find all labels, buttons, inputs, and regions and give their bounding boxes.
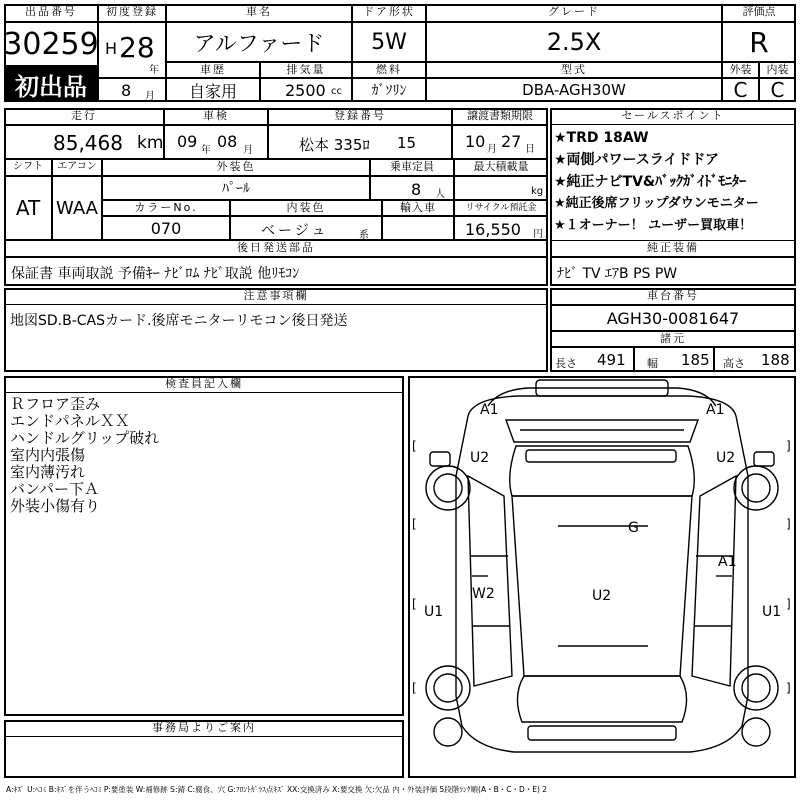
reg-area: 松本 335ﾛ: [299, 136, 370, 154]
capacity-label: 乗車定員: [370, 159, 454, 176]
exterior-grade: C: [722, 78, 759, 102]
color: ﾊﾟｰﾙ: [102, 176, 370, 200]
int-color: ベージュ: [261, 223, 329, 239]
sales-point-item: ★両側パワースライドドア: [554, 152, 720, 168]
wheel-rear-left: [426, 666, 470, 710]
fuel-label: 燃料: [352, 62, 426, 78]
int-color-cell: [230, 216, 382, 240]
rear-bumper: [528, 726, 676, 740]
inspection-cell: [164, 125, 268, 159]
later-parts-text: 保証書 車両取説 予備ｷｰ ﾅﾋﾞﾛﾑ ﾅﾋﾞ取説 他ﾘﾓｺﾝ: [11, 266, 300, 282]
score: R: [722, 22, 796, 62]
reg-cell: [268, 125, 452, 159]
grade-label: グレード: [426, 4, 722, 22]
wiper: [526, 450, 676, 462]
dims-width-cell: [634, 347, 714, 372]
exterior-grade-label: 外装: [722, 62, 759, 78]
bracket-right: ]: [786, 597, 791, 611]
model: DBA-AGH30W: [426, 78, 722, 102]
history-label: 車歴: [166, 62, 260, 78]
right-windows: [692, 476, 736, 686]
car-name: アルファード: [166, 22, 352, 62]
length-label: 長さ: [555, 357, 577, 370]
wheel-bottom-left: [434, 718, 462, 746]
transfer-label: 譲渡書類期限: [452, 108, 548, 125]
transfer-month: 10: [465, 132, 486, 151]
mark-rear-right: U1: [762, 604, 782, 620]
bracket-left: [: [412, 439, 417, 453]
height-label: 高さ: [723, 357, 745, 370]
wheel-front-left: [426, 466, 470, 510]
equipment-text: ﾅﾋﾞ TV ｴｱB PS PW: [557, 266, 678, 282]
dims-height-cell: [714, 347, 796, 372]
width-label: 幅: [647, 357, 658, 370]
bracket-right: ]: [786, 439, 791, 453]
transfer-month-unit: 月: [487, 144, 497, 155]
windshield: [510, 446, 695, 496]
mileage-unit: km: [137, 133, 164, 153]
fuel: ｶﾞｿﾘﾝ: [352, 78, 426, 102]
car-name-label: 車名: [166, 4, 352, 22]
equipment-title: 純正装備: [550, 240, 796, 257]
dims-title: 諸元: [550, 331, 796, 347]
inspector-line: 室内薄汚れ: [10, 463, 86, 481]
inspection-year-unit: 年: [201, 145, 211, 156]
mark-side-right: A1: [718, 554, 737, 570]
first-reg-year: 28: [119, 31, 155, 64]
recycle-cell: [454, 216, 548, 240]
load-label: 最大積載量: [454, 159, 548, 176]
dims-length-cell: [550, 347, 634, 372]
reg-number: 15: [397, 134, 417, 152]
capacity: 8: [411, 180, 422, 199]
mark-roof-glass: G: [628, 520, 639, 536]
notes-title: 注意事項欄: [4, 288, 548, 305]
interior-grade: C: [759, 78, 796, 102]
year-unit: 年: [149, 65, 159, 76]
door-type: 5W: [352, 22, 426, 62]
displacement-label: 排気量: [260, 62, 352, 78]
legend: A:ｷｽﾞ U:ﾍｺﾐ B:ｷｽﾞを伴うﾍｺﾐ P:要塗装 W:補修跡 S:錆 C:腐食、穴 G:ﾌﾛﾝﾄｶﾞﾗｽ点ｷｽﾞ XX:交換済み X:要交換 欠:欠品 内・外装評価 5段階ﾗﾝｸ順(A・B・C・D・E) 2: [6, 785, 548, 794]
inspector-line: 室内内張傷: [10, 446, 86, 464]
bracket-left: [: [412, 681, 417, 695]
mirror-left: [430, 452, 450, 466]
inspector-title: 検査員記入欄: [4, 376, 404, 393]
wheel-front-right: [734, 466, 778, 510]
mileage-label: 走行: [4, 108, 164, 125]
import-label: 輸入車: [382, 200, 454, 216]
inspector-line: 外装小傷有り: [10, 497, 101, 515]
import-cell: [382, 216, 454, 240]
office-title: 事務局よりご案内: [4, 720, 404, 737]
bracket-left: [: [412, 517, 417, 531]
displacement-unit: cc: [331, 86, 342, 97]
width: 185: [681, 351, 710, 369]
chassis-title: 車台番号: [550, 288, 796, 305]
sales-point-item: ★純正後席フリップダウンモニター: [554, 196, 759, 211]
inspection-month: 08: [217, 132, 238, 151]
first-reg-month: 8: [121, 81, 132, 100]
sales-points-list: [554, 127, 794, 239]
inspection-label: 車検: [164, 108, 268, 125]
equipment-cell: [550, 257, 796, 286]
lot-label: 出品番号: [4, 4, 98, 22]
later-parts-title: 後日発送部品: [4, 240, 548, 257]
mirror-right: [754, 452, 774, 466]
mark-front-left: A1: [480, 402, 499, 418]
first-reg-year-cell: [98, 22, 166, 78]
mark-door-left: U2: [470, 450, 490, 466]
inspector-line: エンドパネルＸＸ: [10, 412, 130, 430]
grade: 2.5X: [426, 22, 722, 62]
mark-rear-door: W2: [472, 586, 495, 602]
bracket-right: ]: [786, 517, 791, 531]
inspector-line: ハンドルグリップ破れ: [10, 429, 160, 447]
car-diagram: [408, 376, 796, 778]
history: 自家用: [166, 78, 260, 102]
model-label: 型式: [426, 62, 722, 78]
notes-text: 地図SD.B-CASカード.後席モニターリモコン後日発送: [10, 313, 348, 329]
load-unit: kg: [531, 186, 544, 197]
ac: WAA: [52, 176, 102, 240]
bracket-left: [: [412, 597, 417, 611]
first-reg-label: 初度登録: [98, 4, 166, 22]
length: 491: [597, 351, 626, 369]
left-windows: [468, 476, 512, 686]
int-color-label: 内装色: [230, 200, 382, 216]
era: H: [105, 39, 118, 58]
interior-grade-label: 内装: [759, 62, 796, 78]
displacement: 2500: [285, 81, 326, 100]
reg-label: 登録番号: [268, 108, 452, 125]
first-listing-badge: 初出品: [4, 66, 98, 102]
transfer-day: 27: [501, 132, 522, 151]
capacity-unit: 人: [435, 189, 445, 200]
wheel-rear-right: [734, 666, 778, 710]
shift-label: シフト: [4, 159, 52, 176]
mark-rear-left: U1: [424, 604, 444, 620]
score-label: 評価点: [722, 4, 796, 22]
transfer-day-unit: 日: [525, 144, 535, 155]
height: 188: [761, 351, 790, 369]
color-no: 070: [102, 216, 230, 240]
rear-glass: [517, 676, 686, 722]
inspection-month-unit: 月: [243, 145, 253, 156]
front-bumper: [488, 388, 716, 406]
bracket-right: ]: [786, 681, 791, 695]
capacity-cell: [370, 176, 454, 200]
mark-door-right: U2: [716, 450, 736, 466]
mileage: 85,468: [53, 131, 123, 155]
lot-number: 30259: [4, 22, 98, 66]
color-no-label: カラーNo.: [102, 200, 230, 216]
chassis-number: AGH30-0081647: [550, 305, 796, 331]
recycle-unit: 円: [533, 229, 543, 240]
int-color-unit: 系: [359, 230, 369, 241]
inspector-line: バンパー下Ａ: [10, 480, 99, 498]
hood: [506, 420, 698, 442]
load-cell: [454, 176, 548, 200]
sales-point-item: ★１オーナー！ ユーザー買取車！: [554, 218, 753, 233]
transfer-cell: [452, 125, 548, 159]
first-reg-month-cell: [98, 78, 166, 102]
roof: [512, 496, 692, 676]
sales-point-item: ★TRD 18AW: [554, 130, 649, 146]
sales-point-item: ★純正ナビTV&ﾊﾞｯｸｶﾞｲﾄﾞﾓﾆﾀｰ: [554, 174, 747, 190]
recycle-amount: 16,550: [465, 220, 521, 239]
door-label: ドア形状: [352, 4, 426, 22]
inspection-year: 09: [177, 132, 198, 151]
month-unit: 月: [145, 91, 155, 102]
sales-points-title: セールスポイント: [550, 108, 796, 125]
later-parts-cell: [4, 257, 548, 286]
color-label: 外装色: [102, 159, 370, 176]
ac-label: エアコン: [52, 159, 102, 176]
displacement-cell: [260, 78, 352, 102]
inspector-lines: [10, 396, 390, 515]
inspector-line: Ｒフロア歪み: [10, 395, 101, 413]
mileage-cell: [4, 125, 164, 159]
mark-front-right: A1: [706, 402, 725, 418]
wheel-bottom-right: [742, 718, 770, 746]
recycle-label: リサイクル預託金: [454, 200, 548, 216]
shift: AT: [4, 176, 52, 240]
mark-roof: U2: [592, 588, 612, 604]
